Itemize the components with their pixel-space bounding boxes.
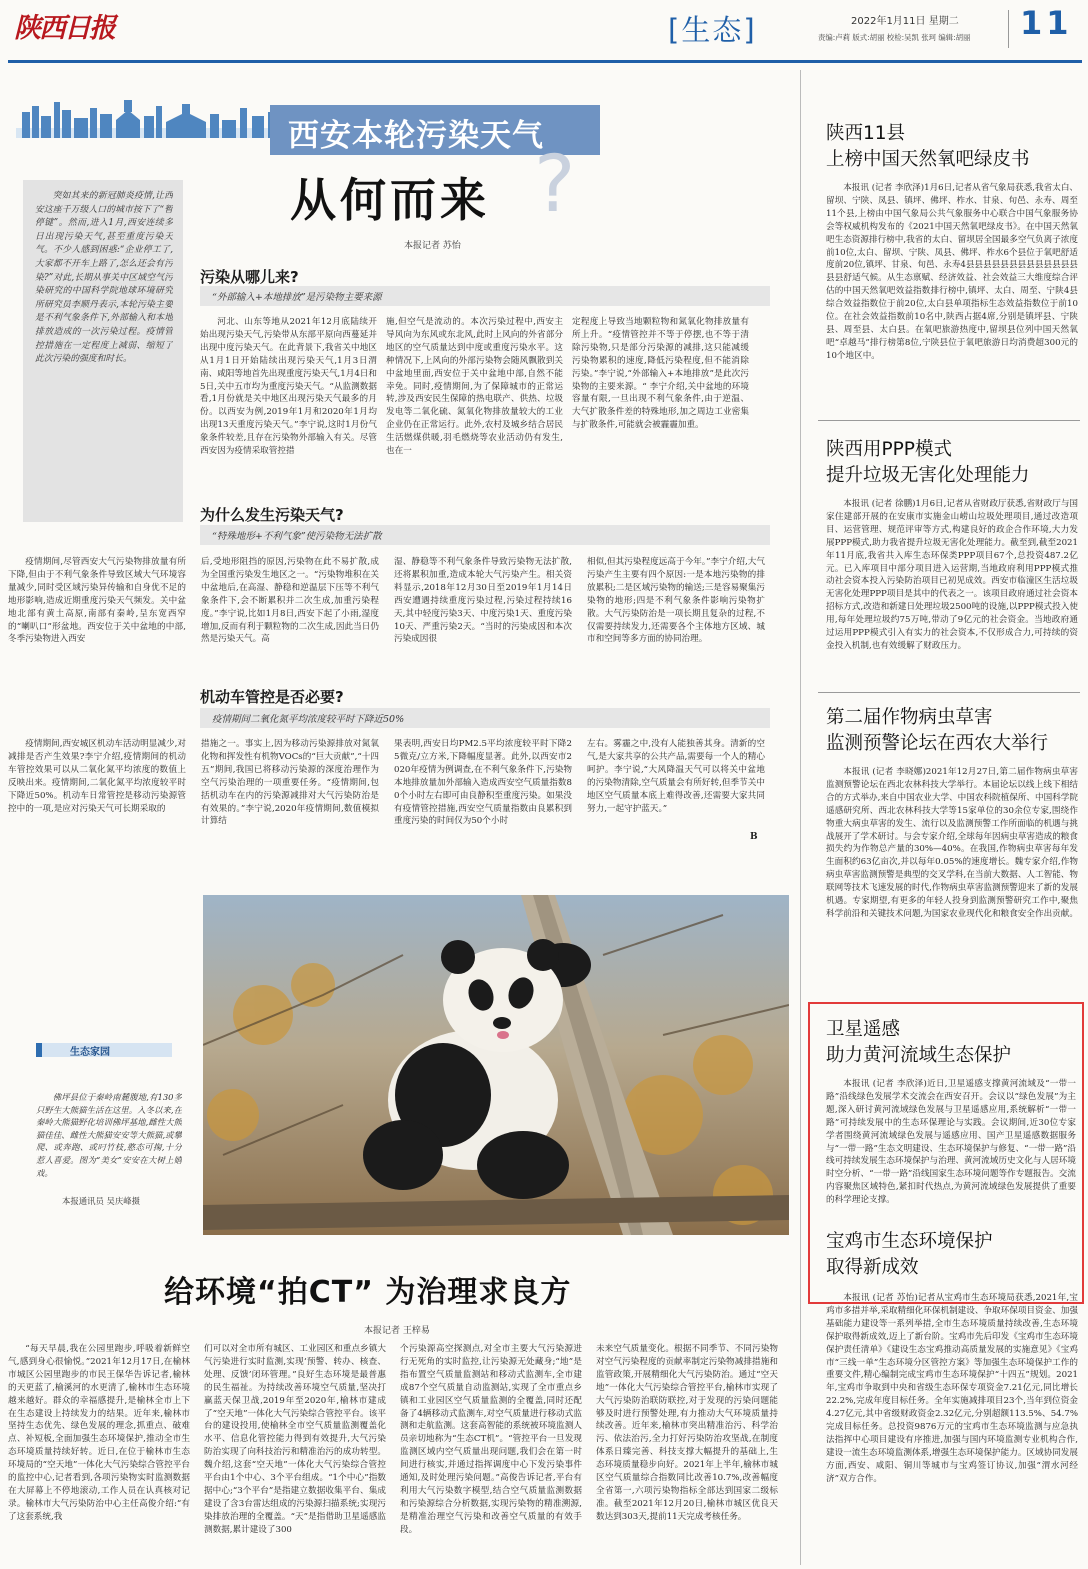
section3-col3: 果表明,西安日均PM2.5平均浓度较平时下降25微克/立方米,下降幅度显著。此外,以西安市2020年疫情为例调查,在不利气象条件下,污染物本地排放量加外部输入造成西安空气质量指数80个小时左右即可由良静积至重度污染。如果没有疫情管控措施,西安空气质量指数由良累积到重度污染的时间仅为50个小时 xyxy=(394,739,572,827)
sidebar-divider-2 xyxy=(818,692,1080,693)
caption-text: 佛坪县位于秦岭南麓腹地,有130多只野生大熊猫生活在这里。入冬以来,在秦岭大熊猫野化培训佛坪基地,雌性大熊猫佳佳、雌性大熊猫安安等大熊猫,或攀爬、或奔跑、或叼竹枝,憨态可掬,十分惹人喜爱。图为“美女”安安在大树上嬉戏。 xyxy=(36,1092,182,1178)
credits-line: 责编:卢莉 版式:胡丽 校检:吴凯 张珂 编辑:胡丽 xyxy=(818,33,971,42)
section-quote-2: “特殊地形+不利气象”使污染物无法扩散 xyxy=(200,525,770,545)
page-number: 11 xyxy=(1020,4,1073,42)
newspaper-logo: 陕西日报 xyxy=(14,13,114,44)
sidebar-divider-1 xyxy=(818,420,1080,421)
section-quote-1: “外部输入+本地排放”是污染物主要来源 xyxy=(200,286,770,306)
sidebar-title-3a: 第二届作物病虫草害 xyxy=(826,707,993,728)
sidebar-title-2b: 提升垃圾无害化处理能力 xyxy=(826,465,1030,486)
section-heading-3: 机动车管控是否必要? xyxy=(200,688,344,706)
bottom-article-title: 给环境“拍CT” 为治理求良方 xyxy=(164,1275,572,1310)
end-mark: B xyxy=(750,832,758,842)
feature-byline: 本报记者 苏怡 xyxy=(404,241,461,251)
section-quote-3: 疫情期间二氧化氮平均浓度较平时下降近50% xyxy=(200,708,770,728)
section1-col2: 施,但空气是流动的。本次污染过程中,西安主导风向为东风或东北风,此时上风向的外省部分地区的空气质量达到中度或重度污染水平。这种情况下,上风向的外部污染物会随风飘散到关中盆地里面,西安位于关中盆地中部,自然不能幸免。同时,疫情期间,为了保障城市的正常运转,涉及西安民生保障的热电联产、供热、垃圾发电等二氧化硫、氮氧化物排放量较大的工业企业仍在正常运行。此外,农村及城乡结合居民生活燃煤供暖,羽毛燃烧等农业活动仍有发生,也在一 xyxy=(386,317,563,457)
section2-col4: 相似,但其污染程度远高于今年。”李宁介绍,大气污染产生主要有四个原因:一是本地污染物的排放累积;二是区域污染物的输送;三是容易聚集污染物的地形;四是不利气象条件影响污染物扩散。大气污染防治是一项长期且复杂的过程,不仅需要持续发力,还需要各个主体地方区域、城市和空间等多方面的协同治理。 xyxy=(587,557,765,645)
section2-col2: 后,受地形阻挡的原因,污染物在此不易扩散,成为全国重污染发生地区之一。“污染物堆积在关中盆地后,在高湿、静稳和逆温层下压等不利气象条件下,会不断累积并二次生成,加重污染程度。”李宁说,比如1月8日,西安下起了小雨,湿度增加,反而有利于颗粒物的二次生成,因此当日仍然是污染天气。高 xyxy=(201,557,379,645)
sidebar-body-3: 本报讯 (记者 李晓娜)2021年12月27日,第二届作物病虫草害监测预警论坛在西北农林科技大学举行。本届论坛以线上线下相结合的方式举办,来自中国农业大学、中国农科院植保所、中国科学院遥感研究所、西北农林科技大学等15家单位的30余位专家,围绕作物重大病虫草害的发生、流行以及监测预警工作所面临的机遇与挑战展开了学术研讨。与会专家介绍,全球每年因病虫草害造成的粮食损失约为作物总产量的30%—40%。在我国,作物病虫草害每年发生面积约63亿亩次,并以每年0.05%的速度增长。魏专家介绍,作物病虫草害监测预警是典型的交叉学科,在当前大数据、人工智能、物联网等技术飞速发展的时代,作物病虫草害监测预警迎来了新的发展机遇。专家期望,有更多的年轻人投身到监测预警研究工作中,聚焦科学前沿和关键技术问题,为国家农业现代化和粮食安全作出贡献。 xyxy=(826,767,1078,919)
sidebar-title-5a: 宝鸡市生态环境保护 xyxy=(826,1231,993,1252)
photo-caption-box xyxy=(22,1035,198,1235)
bottom-article-byline: 本报记者 王梓易 xyxy=(364,1326,430,1336)
section-heading-2: 为什么发生污染天气? xyxy=(200,506,344,524)
bottom-article xyxy=(8,1245,788,1565)
bottom-col3: 个污染源高空探测点,对全市主要大气污染源进行无死角的实时监控,让污染源无处藏身;“地”是指布置空气质量监测站和移动式监测车,全市建成87个空气质量自动监测站,实现了全市重点乡镇和工业园区空气质量监测的全覆盖,同时还配备了4辆移动式监测车,对空气质量进行移动式监测和走航监测。这套高智能的系统被环境监测人员亲切地称为“生态CT机”。“管控平台一旦发现监测区域内空气质量出现问题,我们会在第一时间进行核实,并通过指挥调度中心下发污染事件通知,及时处理污染问题。”高俊告诉记者,平台有利用大气污染数字模型,结合空气质量监测数据和污染源综合分析数据,实现污染物的精准溯源,是精准治理空气污染和改善空气质量的有效手段。 xyxy=(400,1344,582,1535)
header-divider xyxy=(1008,10,1009,48)
sidebar-body-4: 本报讯 (记者 李欣泽)近日,卫星遥感支撑黄河流域及“一带一路”沿线绿色发展学术交流会在西安召开。会议以“绿色发展”为主题,深入研讨黄河流域绿色发展与卫星遥感应用,系统解析“一带一路”可持续发展中的生态环保理论与实践。会议期间,近30位专家学者围绕黄河流域绿色发展与遥感应用、国产卫星遥感数据服务与“一带一路”生态文明建设、生态环境保护与修复、“一带一路”沿线可持续发展生态环境保护与治理、黄河流域历史文化与人居环境时空分析、“一带一路”沿线国家生态环境问题等作专题报告。交流内容聚焦区域特色,紧扣时代热点,为黄河流域绿色发展提供了重要的科学理论支撑。 xyxy=(826,1079,1076,1206)
bottom-col4: 未来空气质量变化。根据不同季节、不同污染物对空气污染程度的贡献率制定污染物减排措施和监管政策,开展精细化大气污染防治。通过“空天地”一体化大气污染综合管控平台,榆林市实现了大气污染防治联防联控,对于发现的污染问题能够及时进行预警处理,有力推动大气环境质量持续改善。近年来,榆林市突出精准治污、科学治污、依法治污,全力打好污染防治攻坚战,在制度体系日臻完善、科技支撑大幅提升的基础上,生态环境质量稳步向好。2021年上半年,榆林市城区空气质量综合指数同比改善10.7%,改善幅度全省第一,六项污染物指标全部达到国家二级标准。截至2021年12月20日,榆林市城区优良天数达到303天,提前11天完成考核任务。 xyxy=(596,1344,778,1522)
section3-col2: 措施之一。事实上,因为移动污染源排放对氮氧化物和挥发性有机物VOCs的“巨大贡献”,“十四五”期间,我国已将移动污染源的深度治理作为空气污染治理的一项重要任务。“疫情期间,包括机动车在内的污染源减排对大气污染防治是有效果的。”李宁说,2020年疫情期间,数值模拟计算结 xyxy=(201,739,379,827)
sidebar-title-4a: 卫星遥感 xyxy=(826,1019,901,1040)
bottom-col1: “每天早晨,我在公园里跑步,呼吸着新鲜空气,感到身心很愉悦。”2021年12月17日,在榆林市城区公园里跑步的市民王保华告诉记者,榆林的天更蓝了,榆溪河的水更清了,榆林市生态环境越来越好。群众的幸福感提升,是榆林全市上下在生态建设上持续发力的结果。近年来,榆林市坚持生态优先、绿色发展的理念,抓重点、破难点、补短板,全面加强生态环境保护,推动全市生态环境质量持续好转。近日,在位于榆林市生态环境局的“空天地”一体化大气污染综合管控平台的监控中心,记者看到,各项污染物实时监测数据在大屏幕上不停地滚动,工作人员在认真核对记录。榆林市大气污染防治中心主任高俊介绍:“有了这套系统,我 xyxy=(8,1344,190,1522)
section3-col1: 疫情期间,西安城区机动车活动明显减少,对减排是否产生效果?李宁介绍,疫情期间的机动车管控效果可以从二氧化氮平均浓度的数值上反映出来。疫情期间,二氧化氮平均浓度较平时下降近50%。机动车日常管控是移动污染源管控中的一项,是应对污染天气可长期采取的 xyxy=(8,739,186,814)
issue-date: 2022年1月11日 星期二 xyxy=(851,16,959,27)
sidebar xyxy=(808,70,1083,1565)
section1-col3: 定程度上导致当地颗粒物和氮氧化物排放量有所上升。“疫情管控并不等于停摆,也不等于清除污染物,只是部分污染源的减排,这只能减缓污染物累积的速度,降低污染程度,但不能消除污染。”李宁说,“外部输入+本地排放”是此次污染物的主要来源。“ 李宁介绍,关中盆地的环境容量有限,一旦出现不利气象条件,由于逆温、大气扩散条件差的特殊地形,加之周边工业密集与扩散条件,可能就会被霾霾加重。 xyxy=(572,317,749,431)
sidebar-body-5: 本报讯 (记者 苏怡)记者从宝鸡市生态环境局获悉,2021年,宝鸡市多措并举,采取精细化环保机制建设、争取环保项目资金、加强基础能力建设等一系列举措,全市生态环境质量持续改善,生态环境保护取得新成效,迈上了新台阶。宝鸡市先后印发《宝鸡市生态环境保护责任清单》《建设生态宝鸡推动高质量发展的实施意见》《宝鸡市“三线一单”生态环境分区管控方案》等加强生态环境保护工作的重要文件,精心编制完成宝鸡市生态环境保护“十四五”规划。2021年,宝鸡市争取到中央和省级生态环保专项资金7.21亿元,同比增长22.2%,完成年度目标任务。全年实施减排项目23个,当年到位资金4.27亿元,其中省级财政资金2.32亿元,分别超额113.5%、54.7%完成目标任务。总投资9876万元的宝鸡市生态环境监测与应急执法指挥中心项目建设有序推进,加强与国内环境监测专业机构合作,建设一流生态环境监测体系,增强生态环境保护能力。区域协同发展方面,西安、咸阳、铜川等城市与宝鸡签订协议,加强“渭水河经济”双方合作。 xyxy=(826,1293,1078,1484)
section1-col1: 河北、山东等地从2021年12月底陆续开始出现污染天气,污染带从东部平原向西蔓延并出现中度污染天气。在此背景下,我省关中地区从1月1日开始陆续出现污染天气,1月3日渭南、咸阳等地首先出现重度污染天气,1月4日和5日,关中五市均为重度污染天气。“从监测数据看,1月份就是关中地区出现污染天气最多的月份。以西安为例,2019年1月和2020年1月均出现13天重度污染天气。”李宁说,这时1月份气象条件较差,且存在污染物外部输入有关。尽管西安因为疫情采取管控措 xyxy=(200,317,377,457)
photo-credit: 本报通讯员 吴庆峰摄 xyxy=(62,1196,141,1206)
masthead xyxy=(0,0,1088,62)
feature-title-line1: 西安本轮污染天气 xyxy=(288,118,544,154)
sidebar-title-1b: 上榜中国天然氧吧绿皮书 xyxy=(826,149,1030,170)
lead-text: 突如其来的新冠肺炎疫情,让西安这座千万级人口的城市按下了“暂停键”。然而,进入1月,西安连续多日出现污染天气,甚至重度污染天气。不少人感到困惑:“企业停工了,大家都不开车上路了,怎么还会有污染?”对此,长期从事关中区域空气污染研究的中国科学院地球环境研究所研究员李顺丹表示,本轮污染主要是不利气象条件下,外部输入和本地排放造成的一次污染过程。疫情管控措施在一定程度上减弱、缩短了此次污染的强度和时长。 xyxy=(35,191,173,365)
section-heading-1: 污染从哪儿来? xyxy=(200,268,299,286)
feature-title-line2: 从何而来 xyxy=(290,173,490,227)
section-label: [生态] xyxy=(668,13,757,47)
caption-label: 生态家园 xyxy=(70,1047,110,1058)
left-column-divider xyxy=(800,70,801,1565)
section2-col1: 疫情期间,尽管西安大气污染物排放量有所下降,但由于不利气象条件导致区域大气环境容量减少,同时受区域污染异传输和自身优不足的地形影响,造成近期重度污染天气频发。关中盆地北部有黄土高原,南部有秦岭,呈东宽西窄的“喇叭口”形盆地。西安位于关中盆地的中部,冬季污染物进入西安 xyxy=(8,557,186,645)
sidebar-title-1a: 陕西11县 xyxy=(826,123,906,144)
bottom-col2: 们可以对全市所有城区、工业园区和重点乡镇大气污染进行实时监测,实现‘预警、转办、核查、处理、反馈’闭环管理。”良好生态环境是最普惠的民生福祉。为持续改善环境空气质量,坚决打赢蓝天保卫战,2019年至2020年,榆林市建成了“空天地”一体化大气污染综合管控平台。该平台的建设投用,使榆林全市空气质量监测覆盖化水平、信息化管控能力得到有效提升,大气污染防治实现了向科技治污和精准治污的成功转型。魏介绍,这套“空天地”一体化大气污染综合管控平台由1个中心、3个平台组成。“1个中心”指数据中心;“3个平台”是指建立数据收集平台、集成建设了含3台雷达组成的污染源扫描系统;实现污染排放治理的全覆盖。“天”是指借助卫星遥感监测数据,累计建设了300 xyxy=(204,1344,386,1535)
sidebar-title-5b: 取得新成效 xyxy=(826,1257,919,1278)
sidebar-body-1: 本报讯 (记者 李欣泽)1月6日,记者从省气象局获悉,我省太白、留坝、宁陕、凤县、镇坪、佛坪、柞水、甘泉、旬邑、永寿、周至11个县,上榜由中国气象局公共气象服务中心联合中国气象服务协会等权威机构发布的《2021中国天然氧吧绿皮书》。在中国天然氧吧生态资源排行榜中,我省的太白、留坝居全国最多空气负离子浓度前10位,太白、留坝、宁陕、凤县、佛坪、柞水6个县位于氧吧舒适度前20位,镇坪、甘泉、旬邑、永寿4县县县县县县县县县县县县县县县舒适气候。从生态禀赋、经济效益、社会效益三大维度综合评估的中国天然氧吧效益指数排行榜中,镇坪、太白、周至、宁陕4县综合效益指数位于前20位,太白县单项指标生态效益指数位于前10位。在社会效益指数前10名中,陕西占据4席,分别是镇坪县、宁陕县、周至县、太白县。在氧吧旅游热度中,留坝县位列中国天然氧吧“卓越马”排行榜第8位,宁陕县位于氧吧旅游日均消费超300元的10个地区中。 xyxy=(826,183,1078,361)
sidebar-title-3b: 监测预警论坛在西农大举行 xyxy=(826,733,1049,754)
header-rule xyxy=(8,60,1082,63)
section2-col3: 湿、静稳等不利气象条件导致污染物无法扩散,还将累积加重,造成本轮大气污染产生。相关资料显示,2018年12月30日至2019年1月14日西安遭遇持续重度污染过程,污染过程持续16天,其中轻度污染3天、中度污染1天、重度污染10天、严重污染2天。“当时的污染成因和本次污染成因很 xyxy=(394,557,572,645)
section3-col4: 左右。雾霾之中,没有人能独善其身。清新的空气,是大家共享的公共产品,需要每一个人的精心呵护。李宁说,“大风降温天气可以将关中盆地的污染物清除,空气质量会有所好转,但季节关中地区空气质量本底上难得改善,还需要大家共同努力,一起守护蓝天。” xyxy=(587,739,765,814)
sidebar-title-2a: 陕西用PPP模式 xyxy=(826,439,952,460)
giant-panda-photo xyxy=(203,895,789,1235)
question-mark-decoration: ? xyxy=(534,140,576,230)
sidebar-title-4b: 助力黄河流域生态保护 xyxy=(826,1045,1012,1066)
sidebar-body-2: 本报讯 (记者 徐鹏)1月6日,记者从省财政厅获悉,省财政厅与国家住建部开展的在安康市实施金山崂山垃圾处理项目,通过改造项目、运营管理、规范评审等方式,构建良好的政企合作环境,大力发展PPP模式,助力我省提升垃圾无害化处理能力。截至到,截至2021年11月底,我省共入库生态环保类PPP项目67个,总投资487.2亿元。已入库项目中部分项目进入运营期,当地政府利用PPP模式推动社会资本投入污染防治项目已初见成效。西安市临潼区生活垃圾无害化处理PPP项目是其中的代表之一。该项目政府通过社会资本招标方式,改造和新建日处理垃圾2500吨的设施,以PPP模式投入使用,每年处理垃圾约75万吨,带动了9亿元的社会资金。当地政府通过运用PPP模式引入有实力的社会资本,不仅形成合力,可持续的资金投入机制,也有效缓解了财政压力。 xyxy=(826,499,1078,651)
feature-article xyxy=(8,70,788,870)
